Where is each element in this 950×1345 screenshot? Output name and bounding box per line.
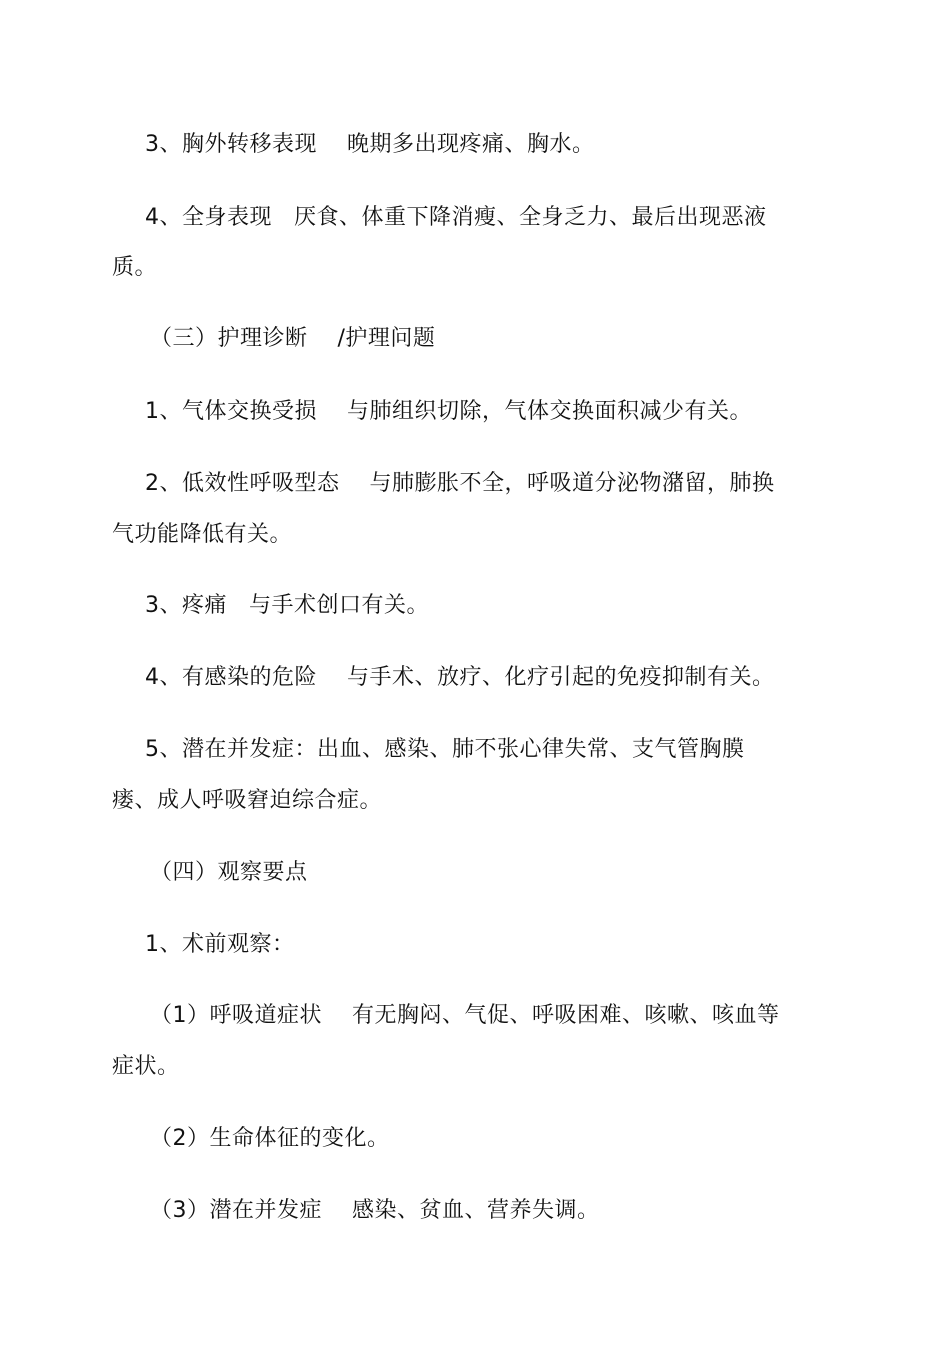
paragraph-continuation [112, 1052, 180, 1082]
item-heading: 4、有感染的危险 [145, 665, 317, 690]
item-heading: 3、疼痛 [145, 593, 227, 618]
item-text: 有无胸闷、气促、呼吸困难、咳嗽、咳血等 [352, 1003, 780, 1028]
item-heading: （2）生命体征的变化。 [150, 1126, 390, 1151]
paragraph-gas-exchange [145, 397, 752, 427]
item-heading: 5、潜在并发症：出血、感染、肺不张心律失常、支气管胸膜 [145, 737, 745, 762]
item-heading: 4、全身表现 [145, 205, 272, 230]
item-text: 与肺膨胀不全，呼吸道分泌物潴留，肺换 [369, 471, 775, 496]
section-heading: （四）观察要点 [150, 860, 308, 885]
item-text-continued: 瘘、成人呼吸窘迫综合症。 [112, 788, 383, 813]
paragraph-continuation [112, 786, 382, 816]
item-heading: 1、气体交换受损 [145, 399, 317, 424]
item-heading: 3、胸外转移表现 [145, 132, 317, 157]
item-heading: （3）潜在并发症 [150, 1198, 322, 1223]
paragraph-breathing-pattern [145, 469, 775, 499]
item-text: 感染、贫血、营养失调。 [352, 1198, 600, 1223]
paragraph-continuation [112, 253, 157, 283]
paragraph-respiratory-symptoms [150, 1001, 780, 1031]
paragraph-potential-complications [150, 1196, 600, 1226]
item-text-continued: 气功能降低有关。 [112, 522, 293, 547]
section-heading-observation [150, 858, 308, 888]
item-text: 与手术、放疗、化疗引起的免疫抑制有关。 [347, 665, 775, 690]
item-heading: 2、低效性呼吸型态 [145, 471, 340, 496]
section-heading: （三）护理诊断 [150, 326, 308, 351]
item-text: 厌食、体重下降消瘦、全身乏力、最后出现恶液 [294, 205, 767, 230]
section-heading-suffix: /护理问题 [337, 326, 436, 351]
paragraph-infection-risk [145, 663, 775, 693]
paragraph-complications [145, 735, 745, 765]
paragraph-vital-signs [150, 1124, 390, 1154]
item-text: 与手术创口有关。 [249, 593, 430, 618]
item-text: 晚期多出现疼痛、胸水。 [347, 132, 595, 157]
item-heading: 1、术前观察： [145, 932, 295, 957]
paragraph-preop-observation [145, 930, 295, 960]
section-heading-nursing-diagnosis [150, 324, 435, 354]
item-text: 与肺组织切除，气体交换面积减少有关。 [347, 399, 753, 424]
paragraph-chest-metastasis [145, 130, 595, 160]
item-text-continued: 质。 [112, 255, 158, 280]
item-text-continued: 症状。 [112, 1054, 180, 1079]
item-heading: （1）呼吸道症状 [150, 1003, 322, 1028]
paragraph-pain [145, 591, 429, 621]
paragraph-systemic-symptoms [145, 203, 767, 233]
paragraph-continuation [112, 520, 292, 550]
